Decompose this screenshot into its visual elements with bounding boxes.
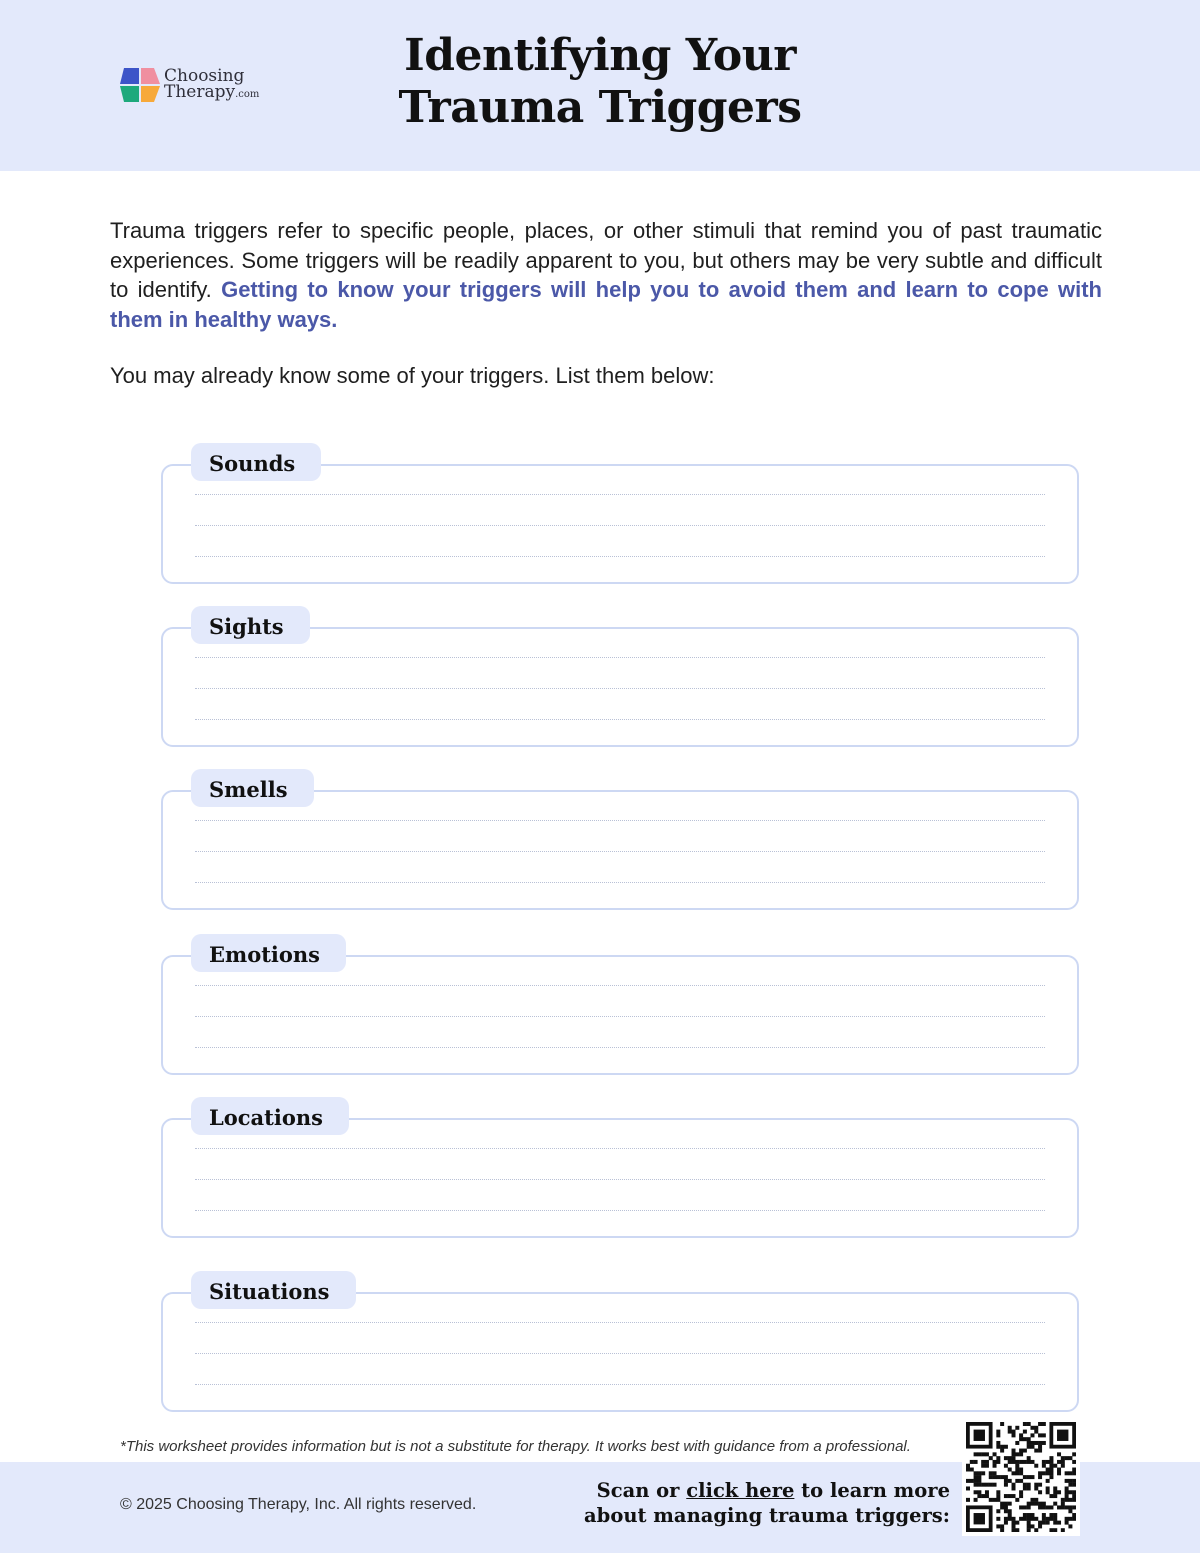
page-title [300,30,900,134]
writing-line[interactable] [195,1353,1045,1354]
intro-highlight: Getting to know your triggers will help you to avoid them and learn to cope with them in healthy ways. [110,277,1102,332]
writing-line[interactable] [195,657,1045,658]
writing-line[interactable] [195,1148,1045,1149]
list-prompt: You may already know some of your triggers. List them below: [110,363,715,388]
section-label: Situations [191,1271,356,1309]
section-label: Sights [191,606,310,644]
intro-text: Trauma triggers refer to specific people, places, or other stimuli that remind you of past traumatic experiences. Some triggers will be readily apparent to you, but others may be very subtle and difficult to identify. [110,218,1102,302]
logo-line1: Choosing [164,65,245,86]
title-line2: Trauma Triggers [398,82,802,133]
choosing-therapy-logo-icon [120,64,160,106]
logo-line2: Therapy [164,81,236,102]
writing-line[interactable] [195,688,1045,689]
title-line1: Identifying Your [404,30,796,81]
writing-line[interactable] [195,525,1045,526]
writing-line[interactable] [195,1016,1045,1017]
choosing-therapy-logo[interactable] [120,64,259,106]
writing-line[interactable] [195,882,1045,883]
writing-line[interactable] [195,556,1045,557]
section-label: Emotions [191,934,346,972]
copyright: © 2025 Choosing Therapy, Inc. All rights reserved. [120,1496,477,1513]
writing-line[interactable] [195,985,1045,986]
click-here-link[interactable]: click here [686,1479,795,1502]
section-label: Smells [191,769,314,807]
section-label: Sounds [191,443,321,481]
writing-line[interactable] [195,1384,1045,1385]
section-sounds [161,451,1079,584]
writing-line[interactable] [195,1322,1045,1323]
logo-suffix: .com [235,88,260,100]
disclaimer: *This worksheet provides information but is not a substitute for therapy. It works best with guidance from a professional. [120,1438,911,1455]
writing-line[interactable] [195,1047,1045,1048]
scan-prefix: Scan or [596,1479,687,1502]
section-label: Locations [191,1097,349,1135]
writing-line[interactable] [195,1210,1045,1211]
section-smells [161,777,1079,910]
qr-code-icon [966,1422,1076,1532]
intro-paragraph [110,216,1102,334]
section-emotions [161,942,1079,1075]
qr-code[interactable] [962,1418,1080,1536]
writing-line[interactable] [195,851,1045,852]
section-locations [161,1105,1079,1238]
scan-middle: to learn more [794,1479,950,1502]
scan-line2: about managing trauma triggers: [584,1504,950,1527]
writing-line[interactable] [195,494,1045,495]
section-sights [161,614,1079,747]
logo-wordmark [164,65,260,103]
writing-line[interactable] [195,719,1045,720]
writing-line[interactable] [195,1179,1045,1180]
section-situations [161,1279,1079,1412]
scan-cta [584,1478,950,1528]
header-band [0,0,1200,171]
writing-line[interactable] [195,820,1045,821]
